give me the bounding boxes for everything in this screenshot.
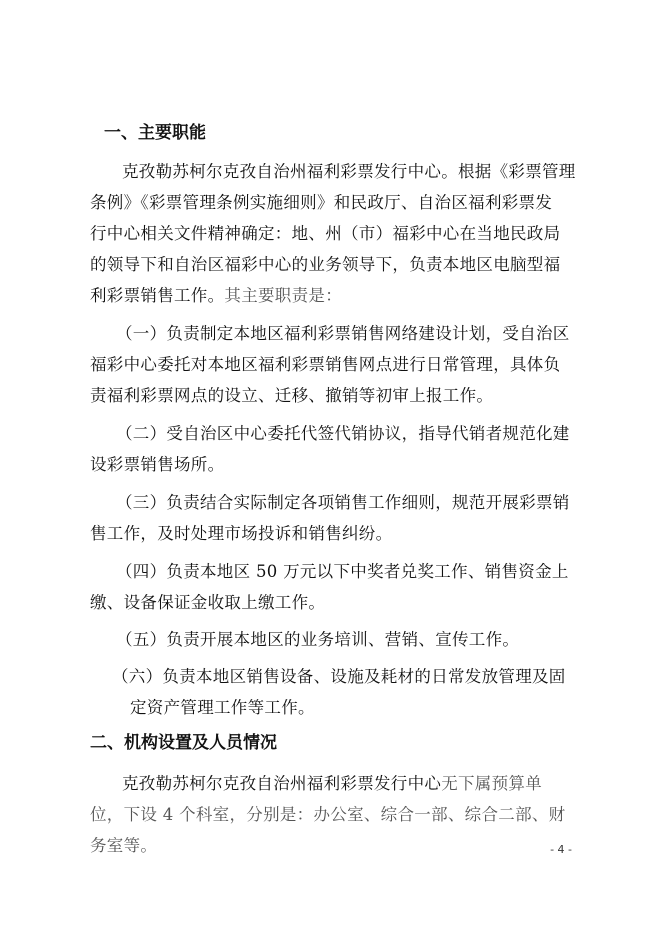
section-heading-2: 二、机构设置及人员情况 (90, 733, 277, 753)
duty-3-line: 售工作，及时处理市场投诉和销售纠纷。 (90, 524, 393, 543)
duty-6-line: 定资产管理工作等工作。 (130, 698, 315, 717)
duty-4-line: 缴、设备保证金收取上缴工作。 (90, 593, 326, 612)
org-line: 务室等。 (90, 836, 158, 855)
duty-6-line: （六）负责本地区销售设备、设施及耗材的日常发放管理及固 (112, 667, 566, 686)
duty-1-line: 福彩中心委托对本地区福利彩票销售网点进行日常管理，具体负 (90, 355, 561, 374)
duty-1-line: （一）负责制定本地区福利彩票销售网络建设计划，受自治区 (116, 324, 570, 343)
duty-5-line: （五）负责开展本地区的业务培训、营销、宣传工作。 (116, 630, 520, 649)
duty-3-line: （三）负责结合实际制定各项销售工作细则，规范开展彩票销 (116, 493, 570, 512)
duty-2-line: （二）受自治区中心委托代签代销协议，指导代销者规范化建 (116, 424, 570, 443)
intro-line: 的领导下和自治区福彩中心的业务领导下，负责本地区电脑型福 (90, 255, 561, 274)
intro-line (90, 280, 342, 311)
duty-1-line: 责福利彩票网点的设立、迁移、撤销等初审上报工作。 (90, 386, 494, 405)
intro-line: 克孜勒苏柯尔克孜自治州福利彩票发行中心。根据《彩票管理 (122, 162, 576, 181)
intro-line: 条例》《彩票管理条例实施细则》和民政厅、自治区福利彩票发 (90, 193, 553, 212)
org-line (122, 768, 542, 799)
org-line-tail: 无下属预算单 (441, 774, 543, 793)
intro-line: 行中心相关文件精神确定：地、州（市）福彩中心在当地民政局 (90, 224, 561, 243)
duty-2-line: 设彩票销售场所。 (90, 455, 225, 474)
page-number: - 4 - (550, 843, 572, 856)
org-name: 克孜勒苏柯尔克孜自治州福利彩票发行中心 (122, 774, 442, 793)
duty-4-line: （四）负责本地区 50 万元以下中奖者兑奖工作、销售资金上 (116, 562, 569, 581)
intro-line-text: 利彩票销售工作。 (90, 286, 225, 305)
org-line: 位，下设 4 个科室，分别是：办公室、综合一部、综合二部、财 (90, 805, 566, 824)
section-heading-1: 一、主要职能 (104, 123, 206, 143)
intro-tail: 其主要职责是： (224, 286, 343, 305)
